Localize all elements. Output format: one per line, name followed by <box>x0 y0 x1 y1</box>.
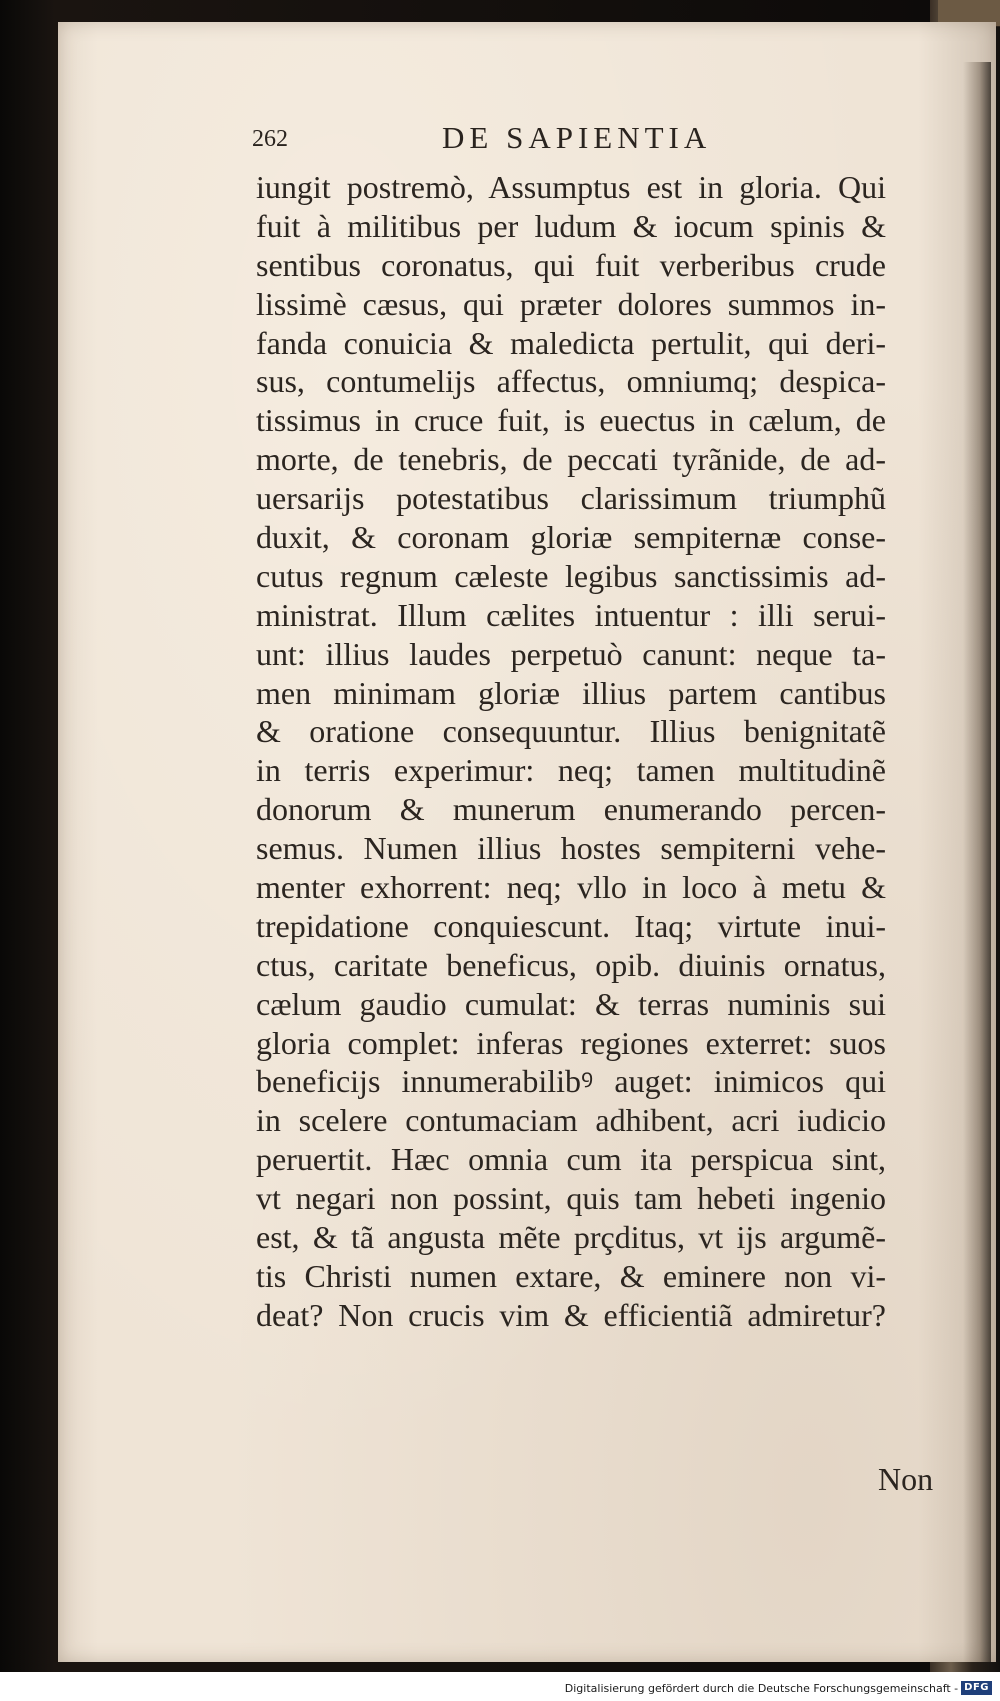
body-text <box>256 168 886 1335</box>
text-line: fuit à militibus per ludum & iocum spinis & <box>256 207 886 244</box>
text-line: in scelere contumaciam adhibent, acri iudicio <box>256 1102 886 1139</box>
text-line: & oratione consequuntur. Illius benignitatẽ <box>256 713 886 750</box>
text-line: cælum gaudio cumulat: & terras numinis sui <box>256 985 886 1022</box>
footer-credit <box>565 1681 992 1695</box>
text-line: deat? Non crucis vim & efficientiã admiretur? <box>256 1296 886 1333</box>
text-line: morte, de tenebris, de peccati tyrãnide, de ad- <box>256 441 886 478</box>
running-head-title: DE SAPIENTIA <box>442 120 712 155</box>
text-line: beneficijs innumerabilibꝰ auget: inimicos qui <box>256 1063 886 1100</box>
text-line: unt: illius laudes perpetuò canunt: neque ta- <box>256 635 886 672</box>
text-line: ministrat. Illum cælites intuentur : illi serui- <box>256 596 886 633</box>
text-line: cutus regnum cæleste legibus sanctissimis ad- <box>256 557 886 594</box>
text-line: sentibus coronatus, qui fuit verberibus crude <box>256 246 886 283</box>
text-line: vt negari non possint, quis tam hebeti ingenio <box>256 1180 886 1217</box>
running-head <box>252 120 812 160</box>
text-line: duxit, & coronam gloriæ sempiternæ conse- <box>256 519 886 556</box>
text-line: in terris experimur: neq; tamen multitudinẽ <box>256 752 886 789</box>
text-line: trepidatione conquiescunt. Itaq; virtute inui- <box>256 907 886 944</box>
text-line: iungit postremò, Assumptus est in gloria. Qui <box>256 169 886 205</box>
text-line: fanda conuicia & maledicta pertulit, qui deri- <box>256 324 886 361</box>
text-line: uersarijs potestatibus clarissimum triumphũ <box>256 480 886 517</box>
text-line: gloria complet: inferas regiones exterret: suos <box>256 1024 886 1061</box>
text-line: sus, contumelijs affectus, omniumq; despica- <box>256 363 886 400</box>
text-line: peruertit. Hæc omnia cum ita perspicua sint, <box>256 1141 886 1178</box>
text-line: donorum & munerum enumerando percen- <box>256 791 886 828</box>
text-line: tis Christi numen extare, & eminere non vi- <box>256 1257 886 1294</box>
folio-number: 262 <box>252 126 288 152</box>
footer-credit-text: Digitalisierung gefördert durch die Deutsche Forschungsgemeinschaft - <box>564 1681 959 1695</box>
page-edge-shadow <box>963 62 991 1662</box>
text-line: lissimè cæsus, qui præter dolores summos in- <box>256 285 886 322</box>
text-line: tissimus in cruce fuit, is euectus in cælum, de <box>256 402 886 439</box>
text-line: men minimam gloriæ illius partem cantibus <box>256 674 886 711</box>
text-line: semus. Numen illius hostes sempiterni vehe- <box>256 830 886 867</box>
catchword: Non <box>878 1461 934 1497</box>
text-line: ctus, caritate beneficus, opib. diuinis ornatus, <box>256 946 886 983</box>
text-line: est, & tã angusta mẽte prçditus, vt ijs argumẽ- <box>256 1219 886 1256</box>
text-line: menter exhorrent: neq; vllo in loco à metu & <box>256 869 886 906</box>
dfg-logo-icon: DFG <box>961 1681 992 1695</box>
